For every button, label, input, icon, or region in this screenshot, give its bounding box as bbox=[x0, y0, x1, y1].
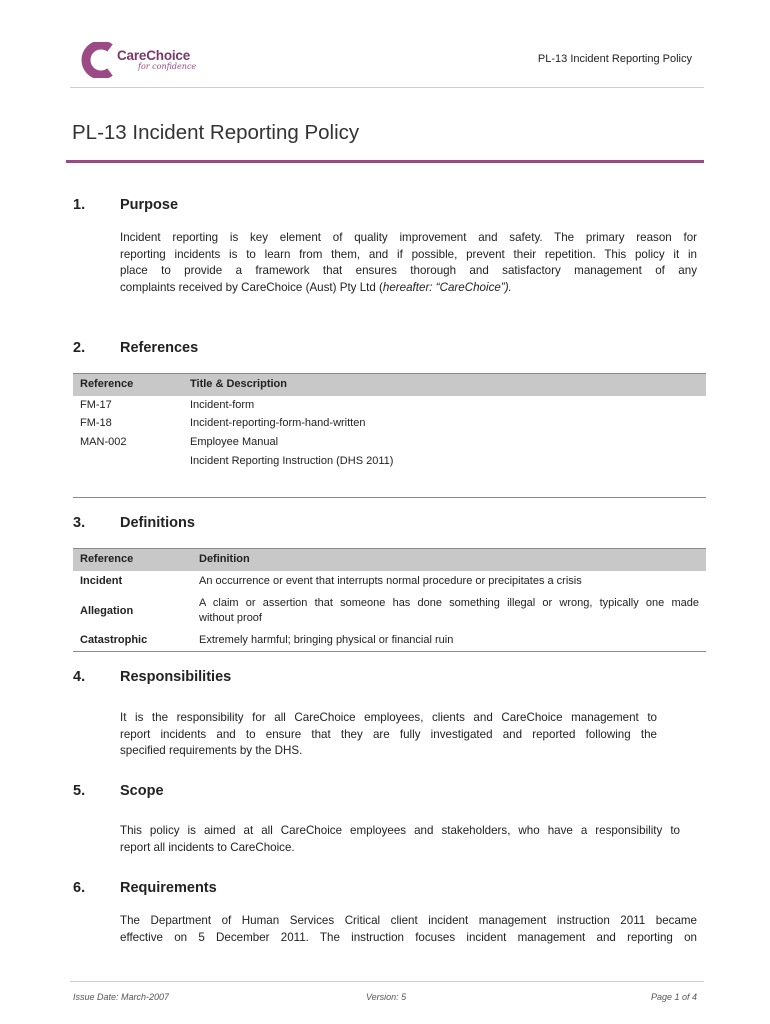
definitions-table-header bbox=[73, 548, 706, 571]
definitions-table-bottom-rule bbox=[73, 651, 706, 652]
definitions-col-definition: Definition bbox=[199, 553, 250, 565]
table-cell: Employee Manual bbox=[190, 436, 279, 448]
references-table-bottom-rule bbox=[73, 497, 706, 498]
definition-term: Catastrophic bbox=[80, 634, 148, 646]
section-number-responsibilities: 4. bbox=[73, 669, 86, 685]
section-number-requirements: 6. bbox=[73, 880, 86, 896]
definitions-col-reference: Reference bbox=[80, 553, 134, 565]
footer-version: Version: 5 bbox=[366, 992, 407, 1002]
references-col-title: Title & Description bbox=[190, 378, 287, 390]
table-cell: Incident-form bbox=[190, 399, 255, 411]
table-cell: MAN-002 bbox=[80, 436, 127, 448]
purpose-italic-text: hereafter: “CareChoice”). bbox=[382, 280, 512, 294]
requirements-line: The Department of Human Services Critical client incident management instruction 2011 became bbox=[120, 914, 697, 927]
footer-issue-date: Issue Date: March-2007 bbox=[73, 992, 170, 1002]
definition-term: Allegation bbox=[80, 605, 134, 617]
definition-text: An occurrence or event that interrupts normal procedure or precipitates a crisis bbox=[199, 575, 582, 587]
section-number-references: 2. bbox=[73, 340, 86, 356]
purpose-text: complaints received by CareChoice (Aust) Pty Ltd ( bbox=[120, 280, 383, 294]
purpose-line: place to provide a framework that ensures thorough and satisfactory management of any bbox=[120, 264, 697, 277]
references-table-header bbox=[73, 373, 706, 396]
section-title-responsibilities: Responsibilities bbox=[120, 669, 232, 685]
footer-page-number: Page 1 of 4 bbox=[650, 992, 697, 1002]
page-title: PL-13 Incident Reporting Policy bbox=[72, 121, 360, 144]
scope-line: report all incidents to CareChoice. bbox=[120, 840, 295, 854]
responsibilities-paragraph bbox=[120, 710, 657, 760]
responsibilities-line: It is the responsibility for all CareChoice employees, clients and CareChoice management to bbox=[120, 711, 657, 724]
purpose-line: Incident reporting is key element of quality improvement and safety. The primary reason for bbox=[120, 231, 697, 244]
header-divider bbox=[70, 87, 704, 88]
purpose-paragraph bbox=[120, 230, 697, 296]
scope-paragraph bbox=[120, 823, 680, 856]
definition-text: A claim or assertion that someone has done something illegal or wrong, typically one made bbox=[199, 597, 699, 609]
title-underline bbox=[66, 160, 704, 163]
header-doc-reference: PL-13 Incident Reporting Policy bbox=[537, 53, 692, 65]
footer-divider bbox=[70, 981, 704, 982]
definition-text-continued: without proof bbox=[199, 612, 262, 624]
section-number-definitions: 3. bbox=[73, 515, 86, 531]
table-cell: FM-18 bbox=[80, 417, 112, 429]
definition-term: Incident bbox=[80, 575, 123, 587]
table-cell: Incident Reporting Instruction (DHS 2011) bbox=[190, 455, 394, 467]
logo-name: CareChoice bbox=[117, 48, 191, 63]
table-cell: FM-17 bbox=[80, 399, 112, 411]
section-title-scope: Scope bbox=[120, 783, 164, 799]
requirements-line: effective on 5 December 2011. The instruction focuses incident management and reporting on bbox=[120, 930, 697, 944]
section-number-scope: 5. bbox=[73, 783, 86, 799]
section-number-purpose: 1. bbox=[73, 197, 86, 213]
references-table-body bbox=[73, 399, 706, 479]
section-title-references: References bbox=[120, 340, 199, 356]
scope-line: This policy is aimed at all CareChoice employees and stakeholders, who have a responsibility to bbox=[120, 824, 680, 837]
logo-tagline: for confidence bbox=[138, 62, 197, 71]
section-title-requirements: Requirements bbox=[120, 880, 217, 896]
responsibilities-line: report incidents and to ensure that they are fully investigated and reported following the bbox=[120, 727, 657, 741]
table-cell: Incident-reporting-form-hand-written bbox=[190, 417, 366, 429]
definition-text: Extremely harmful; bringing physical or financial ruin bbox=[199, 634, 454, 646]
definitions-table-body bbox=[73, 571, 706, 651]
purpose-line-last bbox=[120, 280, 697, 297]
requirements-paragraph bbox=[120, 913, 697, 946]
section-title-purpose: Purpose bbox=[120, 197, 179, 213]
references-col-reference: Reference bbox=[80, 378, 134, 390]
purpose-line: reporting incidents is to learn from them, and if possible, prevent their repetition. This policy it in bbox=[120, 247, 697, 261]
section-title-definitions: Definitions bbox=[120, 515, 195, 531]
responsibilities-line: specified requirements by the DHS. bbox=[120, 744, 303, 757]
